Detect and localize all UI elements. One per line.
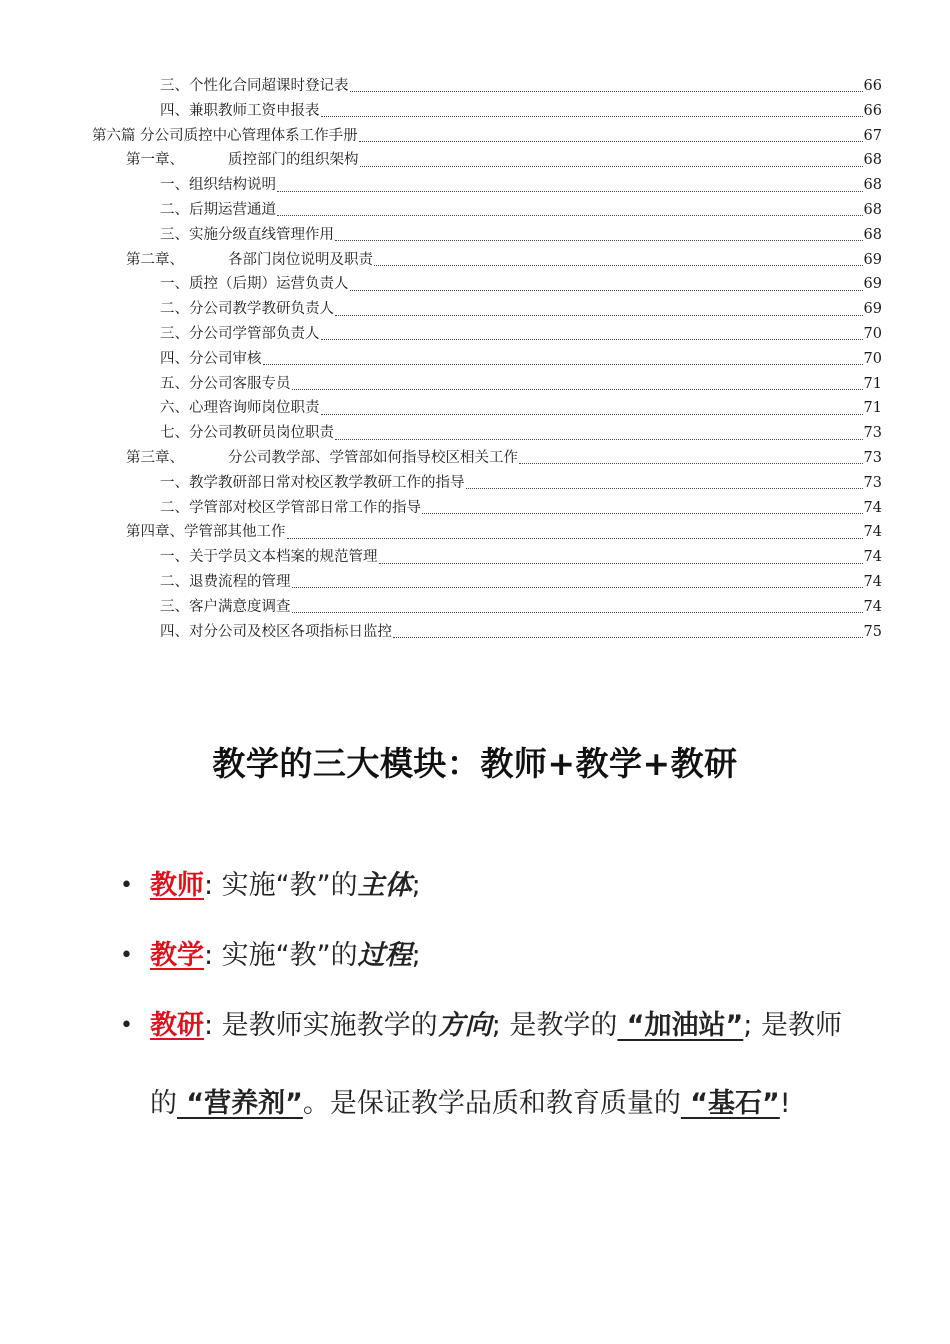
toc-entry[interactable]: [92, 223, 882, 248]
bullet-list: [120, 866, 900, 1154]
toc-chapter-title: 质控部门的组织架构: [228, 152, 359, 169]
toc-page-number: 74: [863, 573, 882, 590]
toc-chapter-title: 分公司教学部、学管部如何指导校区相关工作: [228, 449, 518, 466]
toc-leader-dots: [277, 202, 863, 216]
toc-entry-title: 一、组织结构说明: [160, 173, 276, 198]
bullet-text: ; 是教师: [743, 1010, 842, 1041]
toc-page-number: 73: [863, 449, 882, 466]
toc-leader-dots: [287, 525, 863, 539]
toc-page-number: 67: [863, 127, 882, 144]
toc-entry-title: 三、分公司学管部负责人: [160, 322, 320, 347]
bullet-text: ;: [411, 870, 421, 901]
toc-leader-dots: [292, 599, 863, 613]
toc-leader-dots: [359, 128, 863, 142]
toc-entry-title: [126, 248, 373, 273]
toc-entry-title: 六、心理咨询师岗位职责: [160, 396, 320, 421]
toc-page-number: 68: [863, 226, 882, 243]
toc-page-number: 74: [863, 524, 882, 541]
toc-entry-title: 五、分公司客服专员: [160, 372, 291, 397]
quote-cornerstone: “基石”: [680, 1088, 780, 1119]
toc-entry[interactable]: [92, 446, 882, 471]
toc-entry-title: 四、兼职教师工资申报表: [160, 99, 320, 124]
toc-entry[interactable]: [92, 372, 882, 397]
toc-leader-dots: [321, 103, 863, 117]
toc-leader-dots: [292, 574, 863, 588]
toc-entry[interactable]: [92, 347, 882, 372]
bullet-icon: •: [120, 943, 133, 968]
toc-entry[interactable]: [92, 124, 882, 149]
keyword-research: 教研: [150, 1010, 204, 1041]
bullet-teacher: [120, 866, 900, 906]
toc-entry[interactable]: [92, 570, 882, 595]
toc-leader-dots: [263, 351, 863, 365]
toc-leader-dots: [321, 326, 863, 340]
toc-page-number: 71: [863, 375, 882, 392]
toc-entry-title: 七、分公司教研员岗位职责: [160, 421, 334, 446]
toc-leader-dots: [360, 153, 863, 167]
table-of-contents: [92, 74, 882, 644]
toc-leader-dots: [335, 227, 863, 241]
toc-entry[interactable]: [92, 520, 882, 545]
toc-entry-title: 二、分公司教学教研负责人: [160, 297, 334, 322]
toc-entry[interactable]: [92, 396, 882, 421]
bullet-text: : 实施“教”的: [204, 940, 358, 971]
bullet-research: [120, 1006, 900, 1124]
toc-entry[interactable]: [92, 322, 882, 347]
toc-entry[interactable]: [92, 173, 882, 198]
toc-page-number: 73: [863, 474, 882, 491]
toc-page-number: 68: [863, 152, 882, 169]
toc-entry-title: 三、客户满意度调查: [160, 595, 291, 620]
bullet-text: !: [779, 1088, 791, 1119]
toc-entry[interactable]: [92, 471, 882, 496]
quote-nutrient: “营养剂”: [177, 1088, 303, 1119]
emphasis-text: 主体: [357, 870, 412, 901]
toc-page-number: 75: [863, 623, 882, 640]
emphasis-text: 过程: [357, 940, 412, 971]
toc-entry[interactable]: [92, 545, 882, 570]
toc-page-number: 69: [863, 276, 882, 293]
toc-entry-title: 四、分公司审核: [160, 347, 262, 372]
toc-entry-title: 二、学管部对校区学管部日常工作的指导: [160, 496, 421, 521]
toc-entry-title: 第六篇 分公司质控中心管理体系工作手册: [92, 124, 358, 149]
bullet-icon: •: [120, 1013, 133, 1038]
toc-entry[interactable]: [92, 99, 882, 124]
toc-entry[interactable]: [92, 248, 882, 273]
toc-entry-title: 第四章、学管部其他工作: [126, 520, 286, 545]
bullet-text: 。是保证教学品质和教育质量的: [302, 1088, 681, 1119]
toc-page-number: 68: [863, 201, 882, 218]
bullet-text: ;: [411, 940, 421, 971]
toc-leader-dots: [422, 500, 863, 514]
toc-chapter-title: 各部门岗位说明及职责: [228, 251, 373, 268]
toc-entry[interactable]: [92, 595, 882, 620]
toc-leader-dots: [393, 624, 863, 638]
toc-leader-dots: [335, 302, 863, 316]
keyword-teaching: 教学: [150, 940, 204, 971]
toc-page-number: 70: [863, 350, 882, 367]
bullet-continuation: [150, 1084, 900, 1124]
toc-entry-title: 三、个性化合同超课时登记表: [160, 74, 349, 99]
toc-entry[interactable]: [92, 74, 882, 99]
toc-page-number: 69: [863, 251, 882, 268]
toc-entry-title: 二、后期运营通道: [160, 198, 276, 223]
toc-leader-dots: [335, 426, 863, 440]
toc-leader-dots: [379, 550, 863, 564]
toc-page-number: 71: [863, 400, 882, 417]
toc-entry[interactable]: [92, 148, 882, 173]
toc-page-number: 68: [863, 177, 882, 194]
toc-chapter-number: 第三章、: [126, 449, 184, 466]
quote-gas-station: “加油站”: [617, 1010, 744, 1041]
toc-entry[interactable]: [92, 620, 882, 645]
toc-entry[interactable]: [92, 496, 882, 521]
toc-leader-dots: [466, 475, 863, 489]
toc-entry-title: 二、退费流程的管理: [160, 570, 291, 595]
toc-page-number: 66: [863, 78, 882, 94]
toc-page-number: 74: [863, 549, 882, 566]
toc-page-number: 73: [863, 425, 882, 442]
bullet-icon: •: [120, 873, 133, 898]
toc-chapter-number: 第二章、: [126, 251, 184, 268]
bullet-text: 的: [150, 1088, 177, 1119]
toc-leader-dots: [350, 78, 863, 92]
toc-entry-title: [126, 446, 518, 471]
toc-entry[interactable]: [92, 297, 882, 322]
toc-entry-title: 一、质控（后期）运营负责人: [160, 272, 349, 297]
toc-page-number: 74: [863, 598, 882, 615]
toc-page-number: 70: [863, 325, 882, 342]
toc-entry[interactable]: [92, 272, 882, 297]
toc-entry-title: 四、对分公司及校区各项指标日监控: [160, 620, 392, 645]
toc-entry[interactable]: [92, 198, 882, 223]
keyword-teacher: 教师: [150, 870, 204, 901]
toc-entry-title: 三、实施分级直线管理作用: [160, 223, 334, 248]
toc-page-number: 66: [863, 102, 882, 119]
toc-page-number: 69: [863, 301, 882, 318]
toc-entry-title: 一、关于学员文本档案的规范管理: [160, 545, 378, 570]
bullet-text: : 是教师实施教学的: [204, 1010, 438, 1041]
page-heading: 教学的三大模块：教师+教学+教研: [212, 744, 738, 783]
bullet-teaching: [120, 936, 900, 976]
toc-leader-dots: [321, 401, 863, 415]
toc-chapter-number: 第一章、: [126, 152, 184, 169]
bullet-text: : 实施“教”的: [204, 870, 358, 901]
toc-page-number: 74: [863, 499, 882, 516]
bullet-text: ; 是教学的: [491, 1010, 618, 1041]
toc-leader-dots: [350, 277, 863, 291]
toc-leader-dots: [292, 376, 863, 390]
toc-leader-dots: [374, 252, 863, 266]
toc-leader-dots: [277, 178, 863, 192]
toc-entry[interactable]: [92, 421, 882, 446]
toc-entry-title: 一、教学教研部日常对校区教学教研工作的指导: [160, 471, 465, 496]
toc-entry-title: [126, 148, 359, 173]
emphasis-text: 方向: [437, 1010, 492, 1041]
toc-leader-dots: [519, 450, 863, 464]
